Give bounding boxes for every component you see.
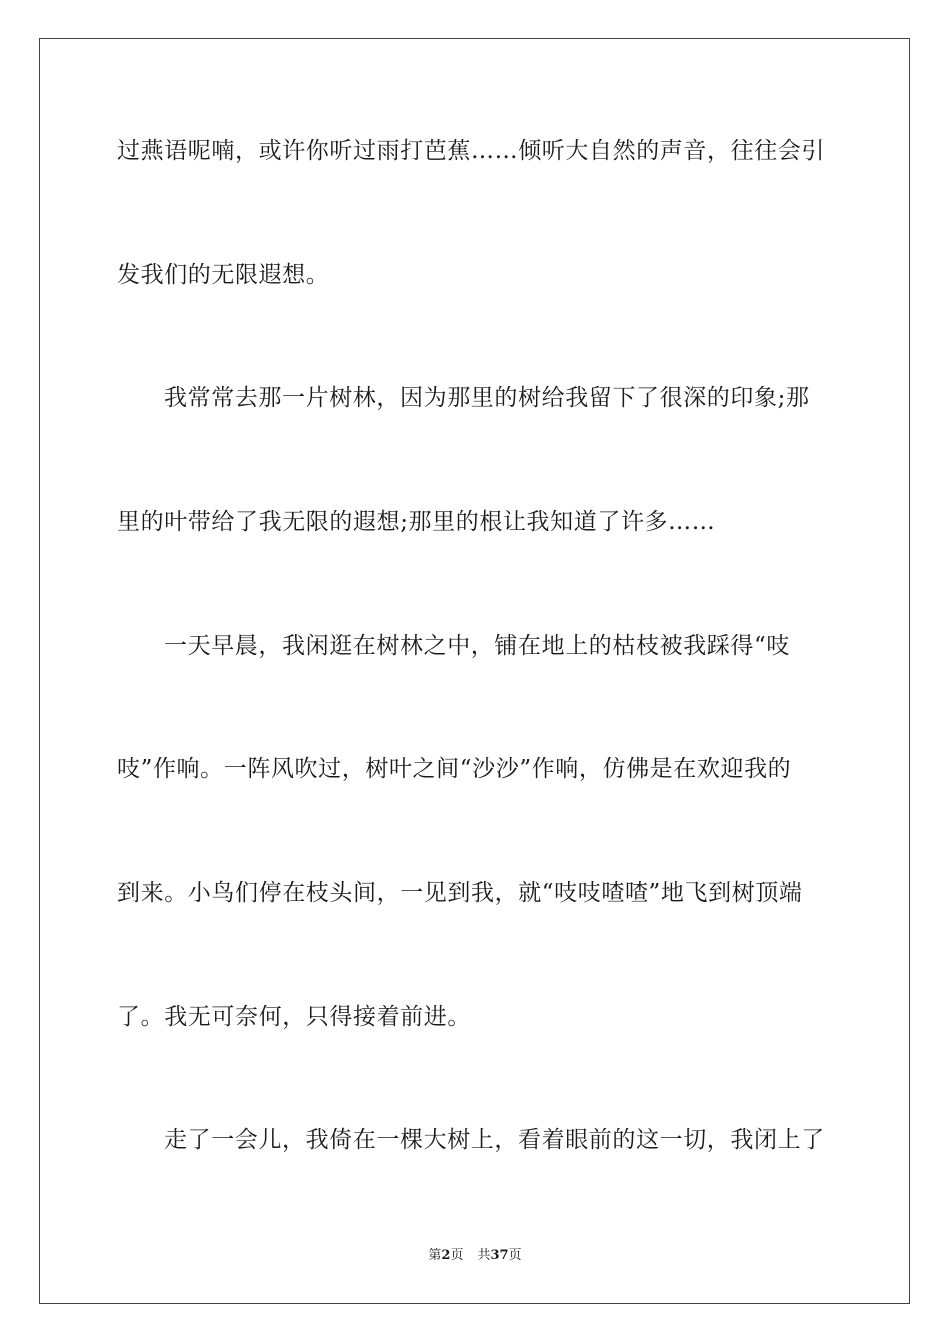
body-line-8: 了。我无可奈何，只得接着前进。 [117,1004,471,1030]
footer-page-prefix: 第 [428,1248,442,1263]
page-frame [39,38,910,1304]
page-footer [0,1247,950,1265]
body-line-1: 过燕语呢喃，或许你听过雨打芭蕉……倾听大自然的声音，往往会引 [117,138,825,164]
body-line-3: 我常常去那一片树林，因为那里的树给我留下了很深的印象;那 [164,385,810,411]
footer-page-number: 2 [441,1248,451,1263]
body-line-5: 一天早晨，我闲逛在树林之中，铺在地上的枯枝被我踩得“吱 [164,633,790,659]
footer-total-number: 37 [490,1248,509,1263]
footer-page-suffix: 页 [450,1248,464,1263]
footer-total-prefix: 共 [477,1248,491,1263]
body-line-7: 到来。小鸟们停在枝头间，一见到我，就“吱吱喳喳”地飞到树顶端 [117,880,803,906]
body-line-9: 走了一会儿，我倚在一棵大树上，看着眼前的这一切，我闭上了 [164,1127,825,1153]
body-line-2: 发我们的无限遐想。 [117,262,330,288]
body-line-4: 里的叶带给了我无限的遐想;那里的根让我知道了许多…… [117,509,716,535]
body-line-6: 吱”作响。一阵风吹过，树叶之间“沙沙”作响，仿佛是在欢迎我的 [117,756,792,782]
footer-total-suffix: 页 [508,1248,522,1263]
